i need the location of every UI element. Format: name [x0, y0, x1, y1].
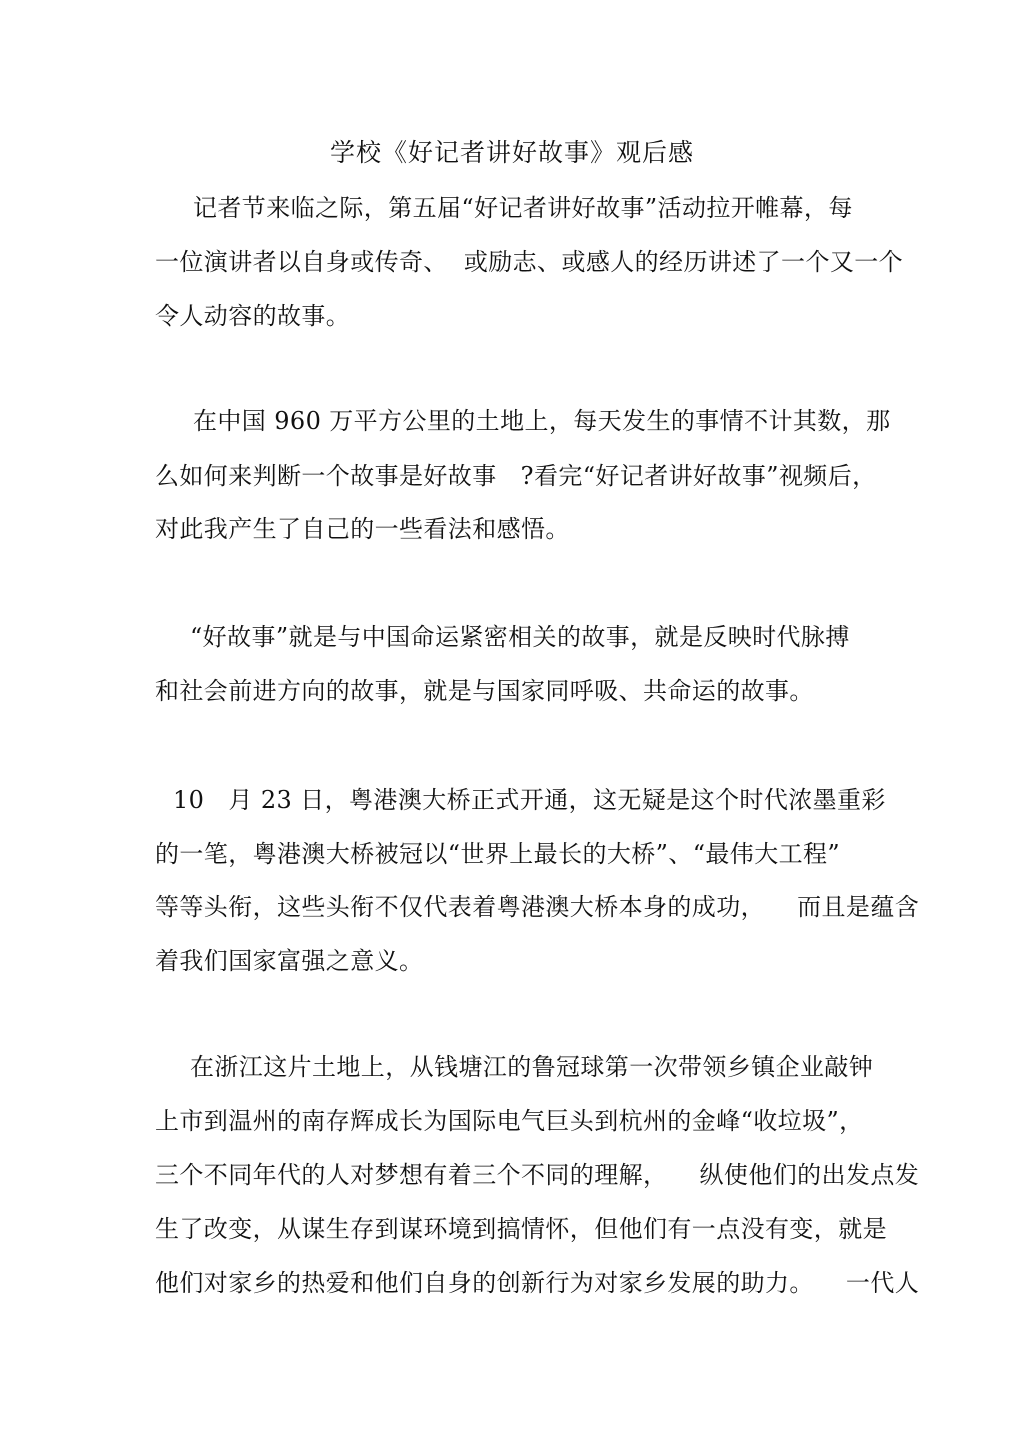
paragraph-2-line-3: 对此我产生了自己的一些看法和感悟。 [155, 515, 570, 543]
paragraph-5-line-2: 上市到温州的南存辉成长为国际电气巨头到杭州的金峰“收垃圾”， [155, 1107, 864, 1135]
paragraph-1-line-3: 令人动容的故事。 [155, 302, 351, 330]
document-title: 学校《好记者讲好故事》观后感 [329, 138, 694, 167]
paragraph-4-line-2: 的一笔，粤港澳大桥被冠以“世界上最长的大桥”、“最伟大工程” [155, 840, 841, 868]
paragraph-5-line-5: 他们对家乡的热爱和他们自身的创新行为对家乡发展的助力。 一代人 [155, 1269, 920, 1297]
paragraph-2-line-2: 么如何来判断一个故事是好故事 ?看完“好记者讲好故事”视频后， [155, 462, 877, 490]
paragraph-4-line-4: 着我们国家富强之意义。 [155, 947, 424, 975]
paragraph-5-line-4: 生了改变，从谋生存到谋环境到搞情怀，但他们有一点没有变，就是 [155, 1215, 887, 1243]
paragraph-1-line-2: 一位演讲者以自身或传奇、 或励志、或感人的经历讲述了一个又一个 [155, 248, 904, 276]
paragraph-1-line-1: 记者节来临之际，第五届“好记者讲好故事”活动拉开帷幕，每 [193, 194, 853, 222]
paragraph-3-line-1: “好故事”就是与中国命运紧密相关的故事，就是反映时代脉搏 [190, 623, 850, 651]
paragraph-5-line-3: 三个不同年代的人对梦想有着三个不同的理解， 纵使他们的出发点发 [155, 1161, 920, 1189]
paragraph-3-line-2: 和社会前进方向的故事，就是与国家同呼吸、共命运的故事。 [155, 677, 814, 705]
paragraph-4-line-3: 等等头衔，这些头衔不仅代表着粤港澳大桥本身的成功， 而且是蕴含 [155, 893, 920, 921]
paragraph-2-line-1: 在中国 960 万平方公里的土地上，每天发生的事情不计其数，那 [193, 407, 891, 435]
paragraph-4-line-1: 10 月 23 日，粤港澳大桥正式开通，这无疑是这个时代浓墨重彩 [173, 786, 886, 814]
paragraph-5-line-1: 在浙江这片土地上，从钱塘江的鲁冠球第一次带领乡镇企业敲钟 [190, 1053, 874, 1081]
